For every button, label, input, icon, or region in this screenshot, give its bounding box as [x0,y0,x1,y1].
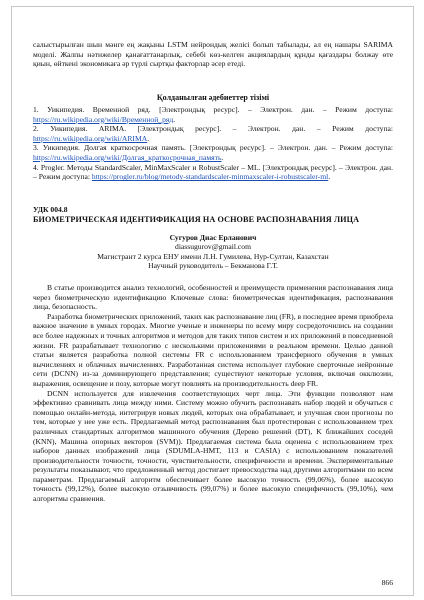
article-header [33,205,393,271]
body-paragraph: В статье производится анализ технологий, особенностей и преимуществ применения распознавания лица через биометрическую идентификацию Ключевые слова: биометрическая идентификация, распознавания лица, безопасность. [33,283,393,312]
reference-item: 2. Уикипедия. ARIMA. [Электрондық ресурс]. – Электрон. дан. – Режим доступа: https://ru.wikipedia.org/wiki/ARIMA. [33,124,393,143]
reference-link[interactable]: https://ru.wikipedia.org/wiki/ARIMA [33,133,148,143]
reference-item: 1. Уикипедия. Временной ряд. [Электрондық ресурс]. – Электрон. дан. – Режим доступа: https://ru.wikipedia.org/wiki/Временной_ряд. [33,105,393,124]
page-number: 866 [381,578,393,587]
reference-item: 3. Уикипедия. Долгая краткосрочная память. [Электрондық ресурс]. – Электрон. дан. – Режим доступа: https://ru.wikipedia.org/wiki/Долгая_краткосрочная_память. [33,143,393,162]
reference-link[interactable]: https://ru.wikipedia.org/wiki/Временной_ряд [33,114,174,124]
author-email: diassugurov@gmail.com [175,242,251,252]
supervisor: Научный руководитель – Бекманова Г.Т. [148,261,278,271]
references-section [33,93,393,182]
intro-paragraph: салыстырылған шын мәнге ең жақыны LSTM нейрондық желісі болып табылады, ал ең нашары SARIMA моделі. Жалпы нәтижелер қанағаттанарлық, себебі көз-келген акциялардың құнды қағаздары болжау өте қиын, өйткені экономикаға әр түрлі сыртқы факторлар әсер етеді. [33,40,393,69]
udc-code: УДК 004.8 [33,205,68,214]
reference-link[interactable]: https://progler.ru/blog/metody-standardscaler-minmaxscaler-i-robustscaler-ml [91,172,329,182]
references-heading: Қолданылған әдебиеттер тізімі [156,93,270,102]
body-paragraph: Разработка биометрических приложений, таких как распознавание лиц (FR), в последнее время приобрела важное значение в умных городах. Многие ученые и инженеры по всему миру сосредоточились на создании все более надежных и точных алгоритмов и методов для таких типов систем и их приложений в повседневной жизни. FR разрабатывает технологию с несколькими приложениями в реальном времени. Целью данной статьи является разработка полной системы FR с использованием трансферного обучения в умных вычислениях и облачных вычислениях. Разработанная система использует глубокие сверточные нейронные сети (DCNN) из-за доминирующего представления; существуют некоторые условия, включая окклюзии, выражения, освещение и позу, которые могут повлиять на производительность deep FR. [33,311,393,388]
article-body [33,283,393,504]
intro-block [33,40,393,69]
article-title: БИОМЕТРИЧЕСКАЯ ИДЕНТИФИКАЦИЯ НА ОСНОВЕ РАСПОЗНАВАНИЯ ЛИЦА [33,214,360,224]
body-paragraph: DCNN используется для извлечения соответствующих черт лица. Эти функции позволяют нам эффективно сравнивать лица между ними. Систему можно обучить распознавать набор людей и обучаться с помощью онлайн-метода, интегрируя новых людей, которых она обрабатывает, и улучшая свои прогнозы по тем, которые у нее уже есть. Предлагаемый метод распознавания был протестирован с использованием трех различных стандартных алгоритмов машинного обучения (Дерево решений (DT), K ближайших соседей (KNN), Машина опорных векторов (SVM)). Предлагаемая система была оценена с использованием трех наборов данных изображений лица (SDUMLA-HMT, 113 и CASIA) с использованием показателей производительности точности, точности, чувствительности, специфичности и времени. Экспериментальные результаты показывают, что предложенный метод достигает превосходства над другими алгоритмами по всем параметрам. Предлагаемый алгоритм обеспечивает более высокую точность (99,06%), более высокую точность (99,12%), более высокую отзывчивость (99,07%) и более высокую специфичность (99,10%), чем алгоритмы сравнения. [33,388,393,504]
reference-link[interactable]: https://ru.wikipedia.org/wiki/Долгая_краткосрочная_память [33,152,222,162]
author-affiliation: Магистрант 2 курса ЕНУ имени Л.Н. Гумилева, Нур-Султан, Казахстан [97,251,329,261]
reference-item: 4. Progler. Методы StandardScaler, MinMaxScaler и RobustScaler – ML. [Электрондық ресурс]. – Электрон. дан. – Режим доступа: https://progler.ru/blog/metody-standardscaler-minmaxscaler-i-robustscaler-ml. [33,162,393,182]
author-name: Сугуров Диас Ерланович [169,232,257,242]
